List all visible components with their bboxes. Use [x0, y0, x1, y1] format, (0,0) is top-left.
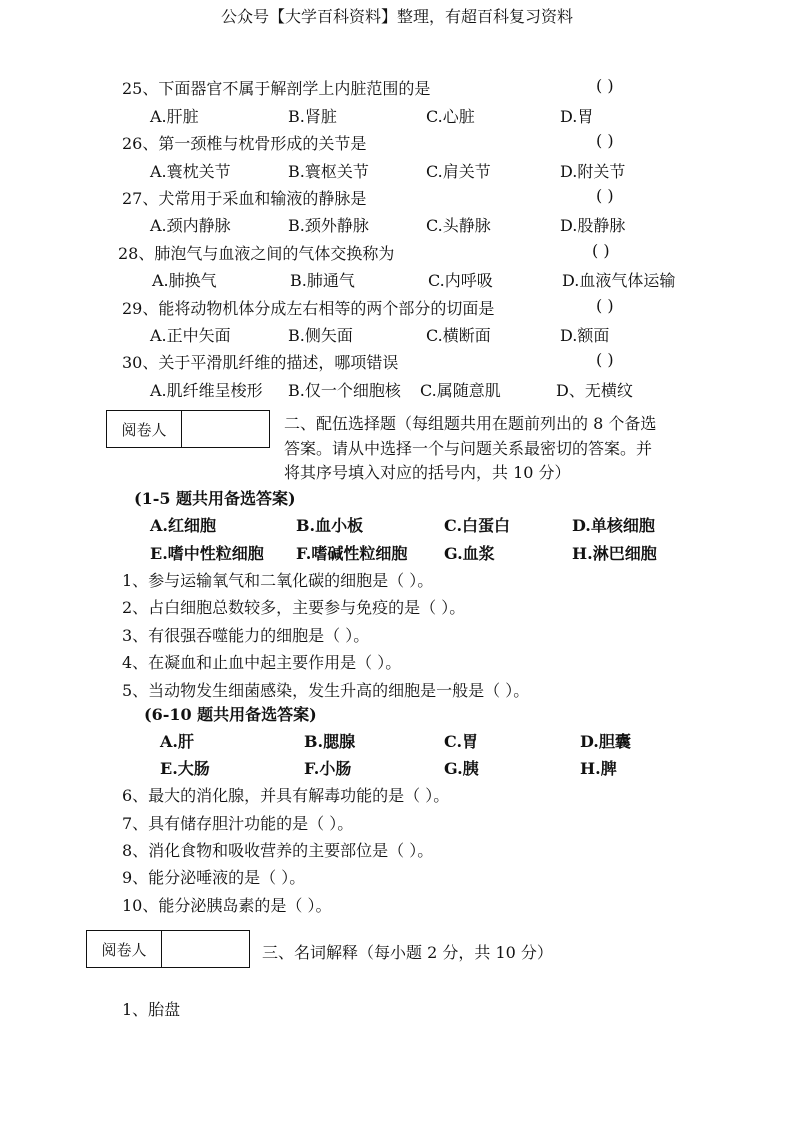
group-1-option-b: B.血小板 — [296, 516, 364, 535]
option-27-a: A.颈内静脉 — [150, 216, 231, 235]
term-question-1: 1、胎盘 — [122, 1000, 181, 1019]
option-25-a: A.肝脏 — [150, 107, 199, 126]
page-header: 公众号【大学百科资料】整理，有超百科复习资料 — [220, 7, 573, 26]
match-question-4: 4、在凝血和止血中起主要作用是（ ）。 — [122, 653, 402, 672]
option-27-c: C.头静脉 — [426, 216, 491, 235]
option-28-c: C.内呼吸 — [428, 271, 493, 290]
group-2-option-e: E.大肠 — [160, 759, 210, 778]
group-2-option-a: A.肝 — [160, 732, 194, 751]
option-28-b: B.肺通气 — [290, 271, 355, 290]
option-29-b: B.侧矢面 — [288, 326, 353, 345]
option-30-a: A.肌纤维呈梭形 — [150, 381, 263, 400]
option-25-d: D.胃 — [560, 107, 594, 126]
option-29-c: C.横断面 — [426, 326, 491, 345]
option-30-d: D、无横纹 — [556, 381, 633, 400]
match-question-8: 8、消化食物和吸收营养的主要部位是（ ）。 — [122, 841, 434, 860]
option-29-a: A.正中矢面 — [150, 326, 231, 345]
answer-paren-29[interactable]: ( ) — [596, 296, 614, 315]
option-25-b: B.肾脏 — [288, 107, 337, 126]
grader-box-2 — [106, 410, 270, 448]
match-question-6: 6、最大的消化腺，并具有解毒功能的是（ ）。 — [122, 786, 450, 805]
grader-score-field-3[interactable] — [162, 931, 249, 967]
group-2-option-g: G.胰 — [444, 759, 479, 778]
section-2-title-line3: 将其序号填入对应的括号内，共 10 分） — [284, 463, 571, 482]
grader-box-3 — [86, 930, 250, 968]
question-26: 26、第一颈椎与枕骨形成的关节是 — [122, 134, 367, 153]
option-25-c: C.心脏 — [426, 107, 475, 126]
match-question-1: 1、参与运输氧气和二氧化碳的细胞是（ ）。 — [122, 571, 434, 590]
section-2-title-line1: 二、配伍选择题（每组题共用在题前列出的 8 个备选 — [284, 414, 657, 433]
group-2-option-b: B.腮腺 — [304, 732, 356, 751]
option-28-d: D.血液气体运输 — [562, 271, 676, 290]
match-question-9: 9、能分泌唾液的是（ ）。 — [122, 868, 306, 887]
question-27: 27、犬常用于采血和输液的静脉是 — [122, 189, 367, 208]
group-1-option-d: D.单核细胞 — [572, 516, 655, 535]
section-3-title: 三、名词解释（每小题 2 分，共 10 分） — [262, 943, 553, 962]
option-26-c: C.肩关节 — [426, 162, 491, 181]
option-30-c: C.属随意肌 — [420, 381, 501, 400]
match-question-2: 2、占白细胞总数较多，主要参与免疫的是（ ）。 — [122, 598, 466, 617]
answer-paren-28[interactable]: ( ) — [592, 241, 610, 260]
option-26-b: B.寰枢关节 — [288, 162, 369, 181]
answer-paren-27[interactable]: ( ) — [596, 186, 614, 205]
grader-score-field-2[interactable] — [182, 411, 269, 447]
match-question-3: 3、有很强吞噬能力的细胞是（ ）。 — [122, 626, 370, 645]
group-1-option-a: A.红细胞 — [150, 516, 216, 535]
answer-paren-26[interactable]: ( ) — [596, 131, 614, 150]
option-29-d: D.额面 — [560, 326, 610, 345]
grader-label-3: 阅卷人 — [87, 931, 162, 967]
grader-label-2: 阅卷人 — [107, 411, 182, 447]
question-28: 28、肺泡气与血液之间的气体交换称为 — [118, 244, 395, 263]
option-26-d: D.附关节 — [560, 162, 626, 181]
match-question-7: 7、具有储存胆汁功能的是（ ）。 — [122, 814, 354, 833]
question-30: 30、关于平滑肌纤维的描述，哪项错误 — [122, 353, 399, 372]
group-2-option-f: F.小肠 — [304, 759, 352, 778]
answer-paren-30[interactable]: ( ) — [596, 350, 614, 369]
match-question-10: 10、能分泌胰岛素的是（ ）。 — [122, 896, 332, 915]
option-28-a: A.肺换气 — [152, 271, 217, 290]
option-26-a: A.寰枕关节 — [150, 162, 231, 181]
group-1-label: (1-5 题共用备选答案) — [134, 489, 296, 508]
group-1-option-f: F.嗜碱性粒细胞 — [296, 544, 408, 563]
group-1-option-g: G.血浆 — [444, 544, 495, 563]
group-1-option-c: C.白蛋白 — [444, 516, 511, 535]
option-27-d: D.股静脉 — [560, 216, 626, 235]
option-30-b: B.仅一个细胞核 — [288, 381, 401, 400]
match-question-5: 5、当动物发生细菌感染，发生升高的细胞是一般是（ ）。 — [122, 681, 530, 700]
group-1-option-e: E.嗜中性粒细胞 — [150, 544, 264, 563]
group-2-option-h: H.脾 — [580, 759, 617, 778]
group-1-option-h: H.淋巴细胞 — [572, 544, 657, 563]
question-29: 29、能将动物机体分成左右相等的两个部分的切面是 — [122, 299, 495, 318]
group-2-option-c: C.胃 — [444, 732, 479, 751]
group-2-label: (6-10 题共用备选答案) — [144, 705, 317, 724]
question-25: 25、下面器官不属于解剖学上内脏范围的是 — [122, 79, 431, 98]
group-2-option-d: D.胆囊 — [580, 732, 631, 751]
answer-paren-25[interactable]: ( ) — [596, 76, 614, 95]
section-2-title-line2: 答案。请从中选择一个与问题关系最密切的答案。并 — [284, 439, 653, 458]
option-27-b: B.颈外静脉 — [288, 216, 369, 235]
